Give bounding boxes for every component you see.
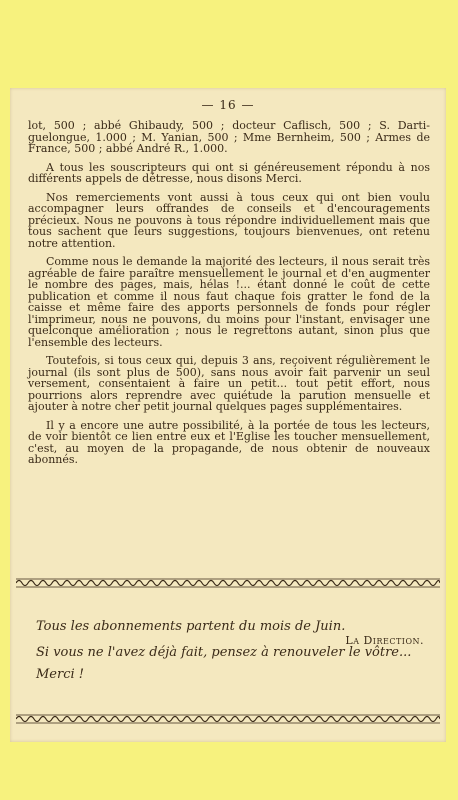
article-body <box>28 120 430 473</box>
subscription-notice <box>36 616 418 690</box>
decorative-divider-bottom <box>16 714 440 724</box>
signature: La Direction. <box>345 634 424 647</box>
paragraph-remerciements: Nos remerciements vont aussi à tous ceux qui ont bien voulu accompagner leurs offrandes de conseils et d'encouragements précieux. Nous ne pouvons à tous répondre individuellement mais que tous sachent que leurs suggestions, toujours bienvenues, ont retenu notre attention. <box>28 190 430 250</box>
paragraph-possibilite: Il y a encore une autre possibilité, à la portée de tous les lecteurs, de voir bientôt ce lien entre eux et l'Eglise les toucher mensuellement, c'est, au moyen de la propagande, de nous obtenir de nouveaux abonnés. <box>28 418 430 466</box>
notice-line-1: Tous les abonnements partent du mois de Juin. <box>36 619 346 634</box>
magazine-page <box>10 88 446 742</box>
paragraph-majorite: Comme nous le demande la majorité des lecteurs, il nous serait très agréable de faire paraître mensuellement le journal et d'en augmenter le nombre des pages, mais, hélas !... étant donné le coût de cette publication et comme il nous faut chaque fois gratter le fond de la caisse et même faire des apports personnels de fonds pour régler l'imprimeur, nous ne pouvons, du moins pour l'instant, envisager une quelconque amélioration ; nous le regrettons autant, sinon plus que l'ensemble des lecteurs. <box>28 255 430 349</box>
paragraph-thanks: A tous les souscripteurs qui ont si généreusement répondu à nos différents appels de détresse, nous disons Merci. <box>28 160 430 185</box>
paragraph-donor-list: lot, 500 ; abbé Ghibaudy, 500 ; docteur Caflisch, 500 ; S. Darti-guelongue, 1.000 ; M. Yanian, 500 ; Mme Bernheim, 500 ; Armes de France, 500 ; abbé André R., 1.000. <box>28 119 430 155</box>
paragraph-toutefois: Toutefois, si tous ceux qui, depuis 3 ans, reçoivent régulièrement le journal (ils sont plus de 500), sans nous avoir fait parvenir un seul versement, consentaient à faire un petit... tout petit effort, nous pourrions alors reprendre avec quiétude la parution mensuelle et ajouter à notre cher petit journal quelques pages supplémentaires. <box>28 354 430 413</box>
decorative-divider-top <box>16 578 440 588</box>
notice-line-2: Si vous ne l'avez déjà fait, pensez à renouveler le vôtre... Merci ! <box>36 645 412 682</box>
page-number: — 16 — <box>201 98 255 112</box>
